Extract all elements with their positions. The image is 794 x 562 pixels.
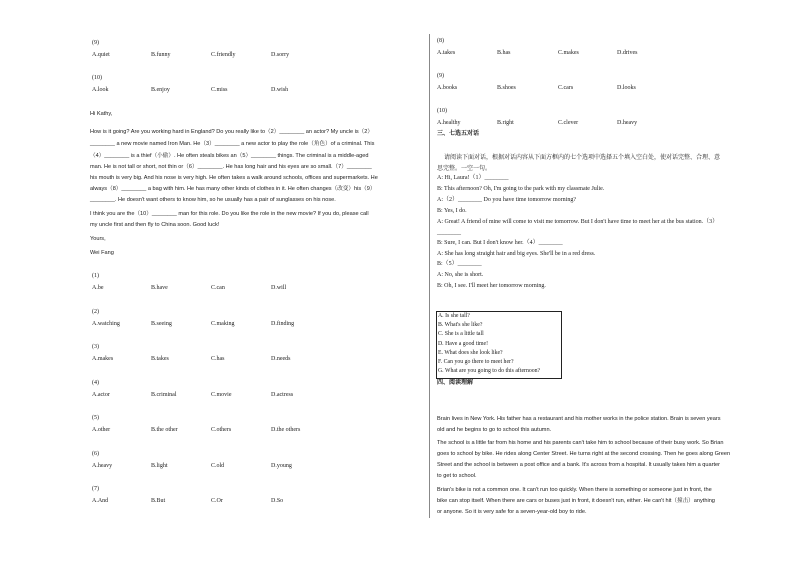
option-c[interactable]: C.movie: [211, 391, 232, 398]
passage-line: to get to school.: [437, 473, 477, 479]
option-b[interactable]: B.the other: [151, 427, 178, 433]
letter-line: （4）________ is a thief（小偷）. He often steals bikes an（5）________ things. The criminal is a middle-aged: [90, 153, 369, 159]
option-c[interactable]: C.making: [211, 320, 235, 327]
option-d[interactable]: D.young: [271, 462, 292, 469]
section-instruction: 请阅读下面对话，根据对话内容从下面方框内的七个选项中选择五个填入空白处，使对话完整、合理、意: [444, 155, 721, 161]
passage-line: The school is a little far from his home and his parents can't take him to school because of their busy work. So Brian: [437, 440, 724, 446]
dialogue-line: B: Yes, I do.: [437, 208, 467, 214]
option-b[interactable]: B.criminal: [151, 391, 177, 398]
option-b[interactable]: B.funny: [151, 52, 171, 58]
passage-line: Street and the school is between a post office and a bank. It's across from a hospital. It usually takes him a quarter: [437, 462, 720, 468]
option-d[interactable]: D.drives: [617, 50, 638, 56]
letter-line: my uncle first and then fly to China soon. Good luck!: [90, 222, 220, 228]
option-c[interactable]: C.cars: [558, 85, 574, 91]
dialogue-line: A: Hi, Laura!（1）________: [437, 175, 509, 181]
dialogue-line: B: Oh, I see. I'll meet her tomorrow morning.: [437, 283, 546, 289]
choice-option[interactable]: C. She is a little tall: [438, 331, 484, 338]
option-b[interactable]: B.light: [151, 462, 168, 469]
letter-line: How is it going? Are you working hard in England? Do you really like to（2）________ an actor? My uncle is（2）: [90, 129, 373, 135]
dialogue-line: B:（5）________: [437, 261, 482, 267]
dialogue-line: A: No, she is short.: [437, 272, 484, 278]
option-d[interactable]: D.the others: [271, 427, 301, 433]
passage-line: bike can stop itself. When there are cars or buses just in front, it doesn't run, either. He can't hit（撞击）anything: [437, 498, 715, 504]
option-b[interactable]: B.enjoy: [151, 87, 170, 93]
option-a[interactable]: A.actor: [92, 391, 110, 398]
question-number: (1): [92, 273, 99, 279]
letter-line: always（8）________ a bag with him. He has many other kinds of clothes in it. He often changes（改变）his（9）: [90, 186, 376, 192]
option-a[interactable]: A.takes: [437, 50, 456, 56]
question-number: (7): [92, 486, 99, 492]
passage-line: Brain lives in New York. His father has a restaurant and his mother works in the police station. Brain is seven years: [437, 416, 721, 422]
option-b[interactable]: B.But: [151, 498, 166, 504]
option-a[interactable]: A.heavy: [92, 462, 113, 469]
option-a[interactable]: A.makes: [92, 356, 114, 362]
option-b[interactable]: B.right: [497, 120, 514, 126]
letter-greeting: Hi Kathy,: [90, 111, 113, 117]
section-title: 四、阅读理解: [437, 380, 474, 386]
option-a[interactable]: A.watching: [92, 320, 120, 327]
choice-option[interactable]: A. Is she tall?: [438, 313, 470, 319]
option-b[interactable]: B.shoes: [497, 85, 516, 91]
letter-line: his mouth is very big. And his nose is very high. He often takes a walk around schools, offices and supermarkets. He: [90, 175, 378, 181]
option-a[interactable]: A.be: [92, 285, 104, 291]
dialogue-line: ________: [437, 230, 461, 236]
option-a[interactable]: A.look: [92, 87, 109, 93]
option-d[interactable]: D.heavy: [617, 120, 638, 126]
option-d[interactable]: D.needs: [271, 356, 291, 362]
section-title: 三、七选五对话: [437, 131, 480, 137]
question-number: (4): [92, 379, 99, 386]
option-d[interactable]: D.looks: [617, 85, 636, 91]
section-instruction: 思完整。一空一句。: [437, 166, 492, 172]
option-c[interactable]: C.has: [211, 356, 225, 362]
option-a[interactable]: A.And: [92, 498, 109, 504]
question-number: (9): [437, 73, 444, 79]
passage-line: goes to school by bike. He rides along Center Street. He turns right at the second crossing. Then he goes along Green: [437, 451, 731, 457]
dialogue-line: B: This afternoon? Oh, I'm going to the park with my classmate Julie.: [437, 186, 605, 192]
question-number: (6): [92, 450, 99, 457]
choice-option[interactable]: G. What are you going to do this afternoon?: [438, 368, 541, 375]
question-number: (2): [92, 308, 99, 315]
choice-option[interactable]: D. Have a good time!: [438, 340, 489, 347]
option-a[interactable]: A.books: [437, 85, 458, 91]
letter-signature: Wei Fang: [90, 250, 114, 256]
option-b[interactable]: B.takes: [151, 356, 169, 362]
dialogue-line: A: Great! A friend of mine will come to visit me tomorrow. But I don't have time to meet her at the bus station.（3）: [437, 219, 719, 225]
option-c[interactable]: C.friendly: [211, 52, 236, 58]
option-c[interactable]: C.Or: [211, 498, 223, 504]
letter-line: ________. He doesn't want others to know him, so he usually has a pair of sunglasses on his nose.: [90, 197, 336, 203]
question-number: (3): [92, 344, 99, 350]
question-number: (5): [92, 415, 99, 421]
passage-line: Brian's bike is not a common one. It can't run too quickly. When there is something or someone just in front, the: [437, 487, 712, 493]
option-d[interactable]: D.wish: [271, 87, 289, 93]
passage-line: or anyone. So it is very safe for a seven-year-old boy to ride.: [437, 509, 587, 515]
dialogue-line: A:（2）________ Do you have time tomorrow morning?: [437, 197, 576, 203]
option-c[interactable]: C.clever: [558, 120, 579, 126]
option-d[interactable]: D.will: [271, 285, 287, 291]
option-a[interactable]: A.healthy: [437, 120, 461, 126]
option-c[interactable]: C.can: [211, 285, 225, 291]
dialogue-line: B: Sure, I can. But I don't know her.（4）________: [437, 240, 563, 246]
letter-line: I think you are the（10）________ man for this role. Do you like the role in the new movie? If you do, please call: [90, 211, 369, 217]
option-b[interactable]: B.seeing: [151, 320, 172, 327]
choice-option[interactable]: B. What's she like?: [438, 322, 483, 329]
option-d[interactable]: D.sorry: [271, 52, 290, 58]
letter-sign-off: Yours,: [90, 236, 106, 242]
option-d[interactable]: D.finding: [271, 320, 295, 327]
option-c[interactable]: C.old: [211, 462, 225, 469]
choice-option[interactable]: F. Can you go there to meet her?: [438, 359, 514, 365]
question-number: (8): [437, 38, 444, 44]
option-c[interactable]: C.others: [211, 427, 232, 433]
option-d[interactable]: D.So: [271, 498, 284, 504]
question-number: (10): [92, 75, 102, 81]
question-number: (10): [437, 108, 447, 114]
option-a[interactable]: A.other: [92, 427, 111, 433]
right-column: [430, 0, 794, 562]
options-box: [436, 311, 562, 379]
letter-line: man. He is not tall or short, not thin or（6）________. He has long hair and his eyes are so small.（7）________: [90, 164, 372, 170]
question-number: (9): [92, 40, 99, 46]
choice-option[interactable]: E. What does she look like?: [438, 349, 503, 356]
option-b[interactable]: B.has: [497, 50, 511, 56]
passage-line: old and he begins to go to school this autumn.: [437, 427, 552, 433]
dialogue-line: A: She has long straight hair and big eyes. She'll be in a red dress.: [437, 251, 596, 257]
option-c[interactable]: C.miss: [211, 87, 228, 93]
option-c[interactable]: C.makes: [558, 50, 579, 56]
option-b[interactable]: B.have: [151, 285, 168, 291]
letter-line: ________ a new movie named Iron Man. He（3）________ a new actor to play the role（角色）of a criminal. This: [90, 141, 375, 147]
option-d[interactable]: D.actress: [271, 391, 294, 398]
option-a[interactable]: A.quiet: [92, 52, 110, 58]
